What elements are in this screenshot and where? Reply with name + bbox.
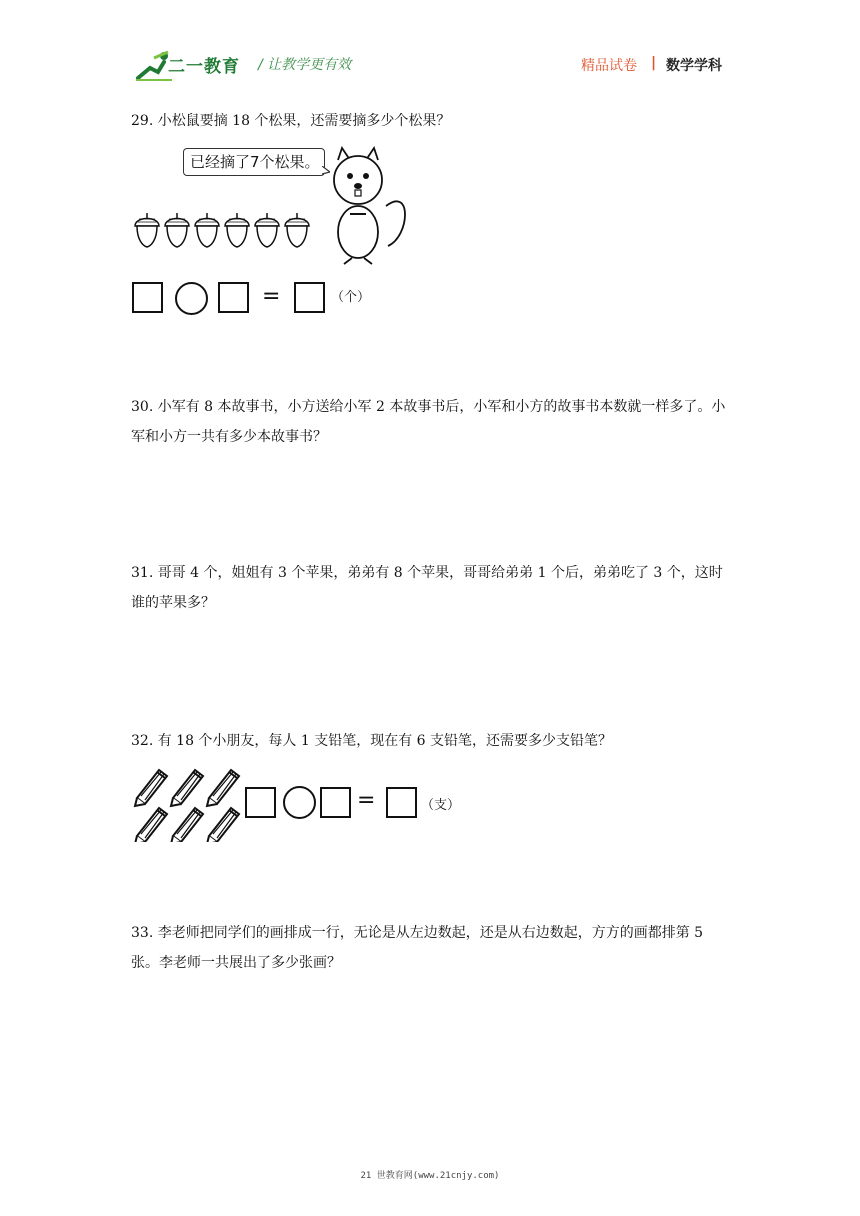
header-separator: | [651, 55, 657, 71]
unit-label: （支） [421, 798, 461, 813]
question-33-text: 33. 李老师把同学们的画排成一行，无论是从左边数起，还是从右边数起，方方的画都排第 5 张。李老师一共展出了多少张画？ [131, 925, 704, 971]
operator-circle[interactable] [283, 786, 316, 819]
acorn-icon [165, 213, 189, 247]
answer-box-2[interactable] [218, 282, 249, 313]
squirrel-icon [328, 146, 410, 268]
operator-circle[interactable] [175, 282, 208, 315]
answer-box-result[interactable] [386, 787, 417, 818]
pencil-icon [207, 808, 239, 842]
pencil-group [131, 764, 243, 842]
pencil-icon [171, 770, 203, 806]
answer-box-1[interactable] [132, 282, 163, 313]
equals-sign: = [262, 284, 281, 309]
answer-box-1[interactable] [245, 787, 276, 818]
acorn-row [131, 212, 317, 250]
unit-label: （个） [331, 290, 371, 305]
question-30-text: 30. 小军有 8 本故事书，小方送给小军 2 本故事书后，小军和小方的故事书本数就一样多了。小军和小方一共有多少本故事书？ [131, 399, 726, 445]
speech-bubble: 已经摘了7个松果。 [183, 148, 325, 176]
logo-text: 二一教育 [168, 57, 240, 77]
pencil-icon [135, 808, 167, 842]
question-31-text: 31. 哥哥 4 个，姐姐有 3 个苹果，弟弟有 8 个苹果，哥哥给弟弟 1 个后，弟弟吃了 3 个，这时谁的苹果多？ [131, 565, 723, 611]
equals-sign: = [357, 788, 376, 813]
pencil-icon [207, 770, 239, 806]
slogan: / 让教学更有效 [258, 57, 352, 73]
acorn-icon [255, 213, 279, 247]
pencil-icon [171, 808, 203, 842]
pencil-icon [135, 770, 167, 806]
question-32-text: 32. 有 18 个小朋友，每人 1 支铅笔，现在有 6 支铅笔，还需要多少支铅笔？ [131, 733, 613, 749]
answer-box-2[interactable] [320, 787, 351, 818]
header-tag: 精品试卷 [581, 58, 637, 74]
header-subject: 数学学科 [666, 58, 722, 74]
acorn-icon [135, 213, 159, 247]
acorn-icon [195, 213, 219, 247]
acorn-icon [225, 213, 249, 247]
question-29-text: 29. 小松鼠要摘 18 个松果，还需要摘多少个松果？ [131, 113, 451, 129]
answer-box-result[interactable] [294, 282, 325, 313]
acorn-icon [285, 213, 309, 247]
footer-text: 21 世教育网(www.21cnjy.com) [360, 1171, 500, 1181]
